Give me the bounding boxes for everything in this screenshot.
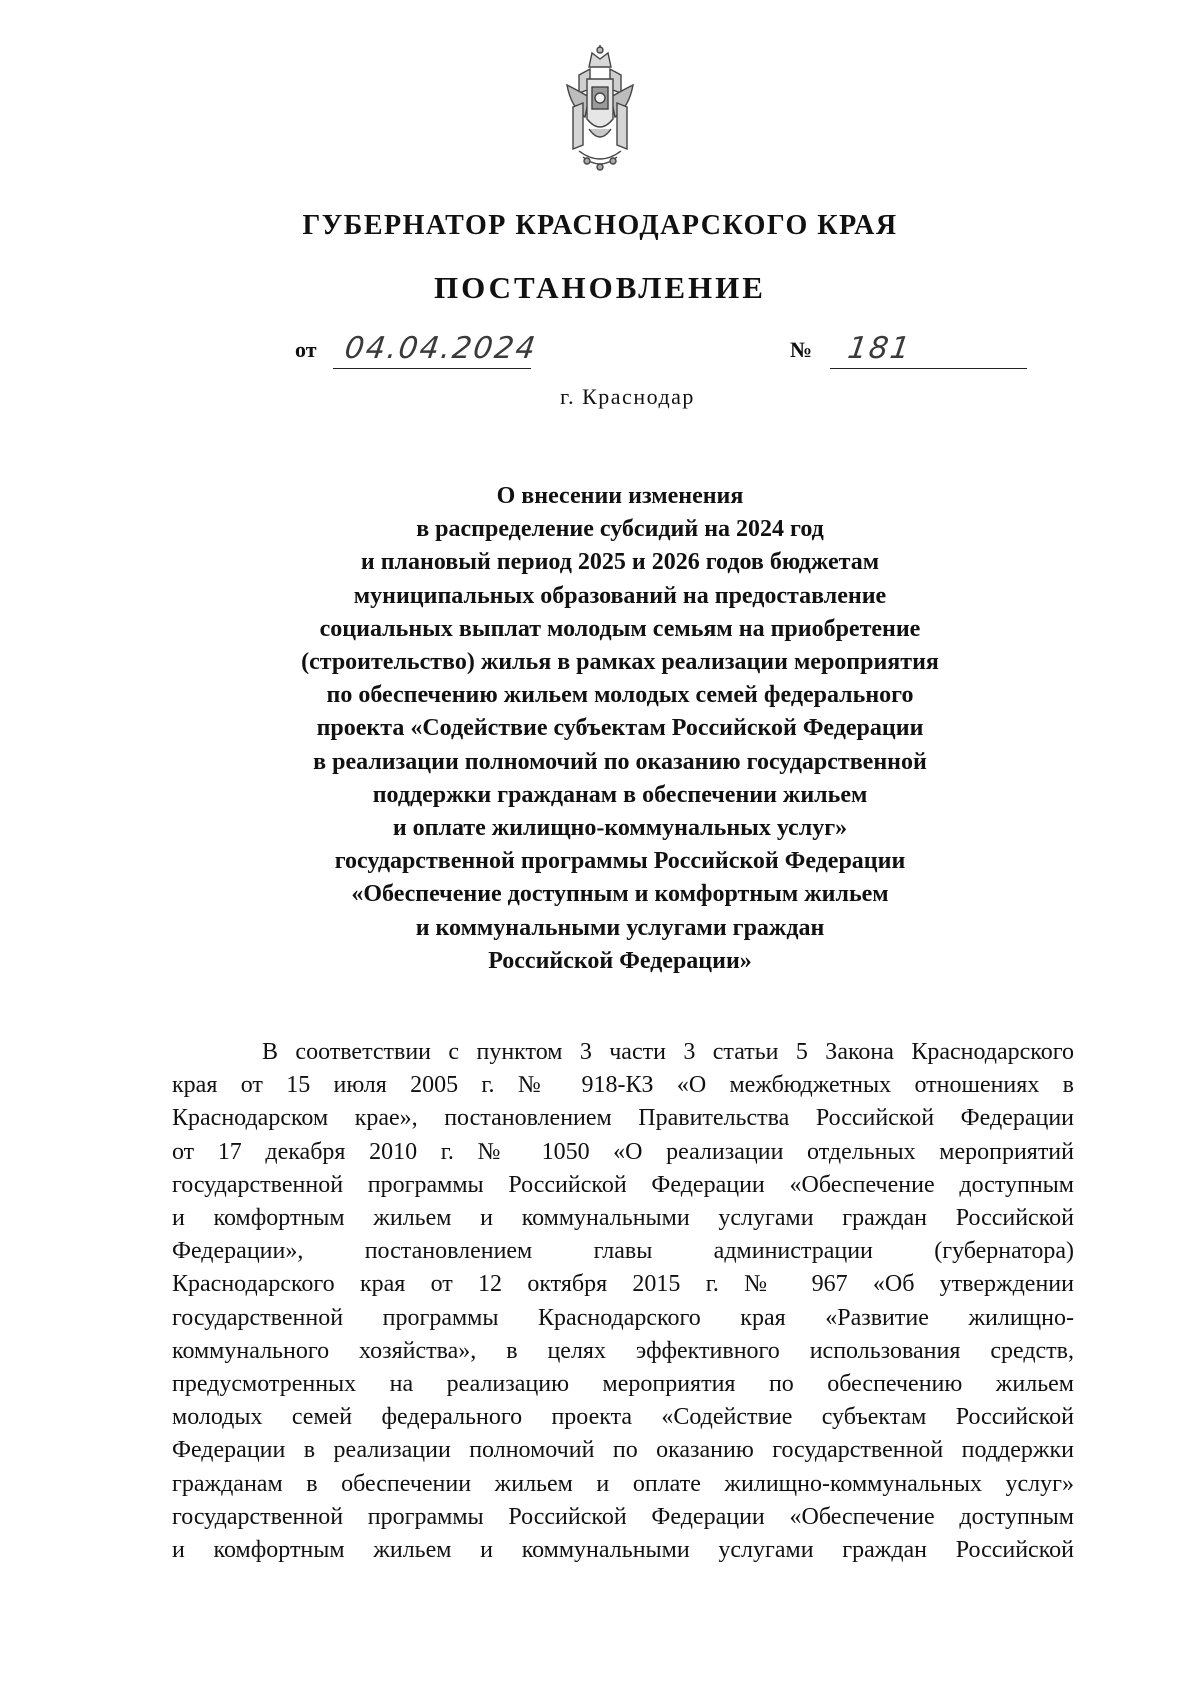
body-line: В соответствии с пунктом 3 части 3 статьи 5 Закона Краснодарского bbox=[262, 1039, 1074, 1065]
body-line: государственной программы Российской Федерации «Обеспечение доступным bbox=[172, 1171, 1074, 1198]
issuing-authority: ГУБЕРНАТОР КРАСНОДАРСКОГО КРАЯ bbox=[302, 210, 898, 241]
preamble-paragraph bbox=[172, 1036, 1074, 1567]
subject-line: государственной программы Российской Федерации bbox=[334, 848, 906, 875]
subject-line: «Обеспечение доступным и комфортным жильем bbox=[351, 881, 889, 908]
body-line: от 17 декабря 2010 г. № 1050 «О реализации отдельных мероприятий bbox=[172, 1138, 1074, 1165]
subject-line: и оплате жилищно-коммунальных услуг» bbox=[392, 815, 848, 842]
number-prefix: № bbox=[790, 337, 813, 362]
subject-line: в реализации полномочий по оказанию государственной bbox=[313, 748, 927, 775]
issue-city: г. Краснодар bbox=[560, 384, 695, 409]
body-line: края от 15 июля 2005 г. № 918-КЗ «О межбюджетных отношениях в bbox=[172, 1072, 1074, 1099]
body-line: государственной программы Краснодарского края «Развитие жилищно- bbox=[172, 1304, 1074, 1331]
date-underline bbox=[333, 368, 531, 369]
document-subject bbox=[200, 480, 1040, 978]
subject-line: социальных выплат молодым семьям на приобретение bbox=[319, 615, 921, 642]
body-line: государственной программы Российской Федерации «Обеспечение доступным bbox=[172, 1503, 1074, 1530]
body-line: предусмотренных на реализацию мероприятия по обеспечению жильем bbox=[172, 1371, 1074, 1398]
body-line: и комфортным жильем и коммунальными услугами граждан Российской bbox=[172, 1205, 1074, 1232]
document-type: ПОСТАНОВЛЕНИЕ bbox=[434, 270, 766, 305]
krasnodar-krai-coat-of-arms-icon bbox=[559, 45, 641, 175]
subject-line: (строительство) жилья в рамках реализации мероприятия bbox=[301, 649, 939, 676]
subject-line: и плановый период 2025 и 2026 годов бюджетам bbox=[360, 549, 880, 576]
subject-line: поддержки гражданам в обеспечении жильем bbox=[372, 781, 868, 808]
subject-line: проекта «Содействие субъектам Российской Федерации bbox=[316, 715, 924, 742]
subject-line: Российской Федерации» bbox=[488, 947, 752, 974]
subject-line: муниципальных образований на предоставление bbox=[353, 582, 887, 609]
document-date bbox=[295, 331, 540, 373]
subject-line: О внесении изменения bbox=[496, 483, 744, 509]
body-line: Краснодарского края от 12 октября 2015 г. № 967 «Об утверждении bbox=[172, 1271, 1074, 1298]
subject-line: в распределение субсидий на 2024 год bbox=[416, 516, 824, 543]
body-line: и комфортным жильем и коммунальными услугами граждан Российской bbox=[172, 1537, 1074, 1564]
body-line: Федерации в реализации полномочий по оказанию государственной поддержки bbox=[172, 1437, 1074, 1464]
number-underline bbox=[830, 368, 1027, 369]
body-line: Федерации», постановлением главы администрации (губернатора) bbox=[172, 1238, 1074, 1265]
body-line: молодых семей федерального проекта «Содействие субъектам Российской bbox=[172, 1404, 1074, 1431]
body-line: Краснодарском крае», постановлением Правительства Российской Федерации bbox=[172, 1105, 1074, 1132]
body-line: гражданам в обеспечении жильем и оплате жилищно-коммунальных услуг» bbox=[172, 1470, 1074, 1497]
subject-line: и коммунальными услугами граждан bbox=[415, 914, 825, 941]
document-number bbox=[790, 333, 1030, 373]
date-value: 04.04.2024 bbox=[342, 331, 540, 366]
date-prefix: от bbox=[295, 337, 317, 362]
subject-line: по обеспечению жильем молодых семей федерального bbox=[326, 682, 914, 709]
body-line: коммунального хозяйства», в целях эффективного использования средств, bbox=[172, 1337, 1074, 1364]
number-value: 181 bbox=[845, 331, 914, 366]
